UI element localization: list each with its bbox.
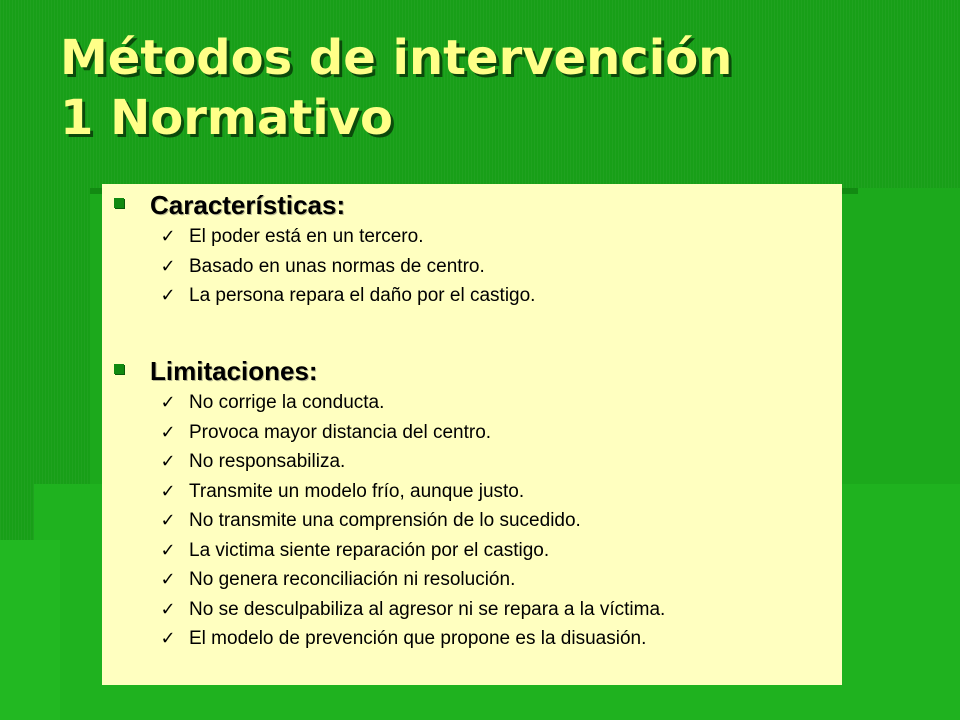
checkmark-icon: ✓ <box>160 628 176 649</box>
list-item-text: No genera reconciliación ni resolución. <box>189 569 516 590</box>
list-item-text: La persona repara el daño por el castigo. <box>189 285 536 306</box>
list-item-text: La victima siente reparación por el castigo. <box>189 539 550 561</box>
checkmark-icon: ✓ <box>160 480 176 502</box>
background-block <box>0 540 60 720</box>
list-item <box>102 447 842 477</box>
list-item <box>102 536 842 566</box>
section-heading <box>102 188 842 222</box>
list-item-text: No corrige la conducta. <box>189 392 385 413</box>
list-item <box>102 222 842 252</box>
square-bullet-icon <box>114 198 124 208</box>
content-panel <box>102 184 842 685</box>
bullet-list <box>102 222 842 311</box>
list-item <box>102 418 842 448</box>
slide-title-line-2: 1 Normativo <box>60 90 393 146</box>
checkmark-icon: ✓ <box>160 510 176 531</box>
list-item <box>102 595 842 625</box>
checkmark-icon: ✓ <box>160 451 176 472</box>
checkmark-icon: ✓ <box>160 421 176 443</box>
checkmark-icon: ✓ <box>160 255 176 277</box>
list-item-text: No se desculpabiliza al agresor ni se repara a la víctima. <box>189 598 666 620</box>
checkmark-icon: ✓ <box>160 539 176 561</box>
list-item <box>102 506 842 536</box>
checkmark-icon: ✓ <box>160 598 176 620</box>
list-item <box>102 477 842 507</box>
section-heading <box>102 354 842 388</box>
slide-title <box>60 28 920 148</box>
list-item <box>102 281 842 311</box>
list-item-text: El modelo de prevención que propone es la disuasión. <box>189 628 647 649</box>
list-item <box>102 565 842 595</box>
list-item-text: Provoca mayor distancia del centro. <box>189 421 492 443</box>
checkmark-icon: ✓ <box>160 226 176 247</box>
checkmark-icon: ✓ <box>160 392 176 413</box>
square-bullet-icon <box>114 364 124 374</box>
list-item-text: No responsabiliza. <box>189 451 346 472</box>
list-item-text: Transmite un modelo frío, aunque justo. <box>189 480 525 502</box>
section-heading-text: Limitaciones: <box>150 356 318 386</box>
list-item <box>102 388 842 418</box>
list-item <box>102 624 842 654</box>
section-limitaciones <box>102 354 842 654</box>
section-heading-text: Características: <box>150 190 346 220</box>
list-item-text: El poder está en un tercero. <box>189 226 424 247</box>
list-item-text: Basado en unas normas de centro. <box>189 255 485 277</box>
checkmark-icon: ✓ <box>160 285 176 306</box>
bullet-list <box>102 388 842 654</box>
checkmark-icon: ✓ <box>160 569 176 590</box>
slide-title-line-1: Métodos de intervención <box>60 30 733 86</box>
section-caracteristicas <box>102 188 842 311</box>
list-item <box>102 252 842 282</box>
list-item-text: No transmite una comprensión de lo sucedido. <box>189 510 581 531</box>
